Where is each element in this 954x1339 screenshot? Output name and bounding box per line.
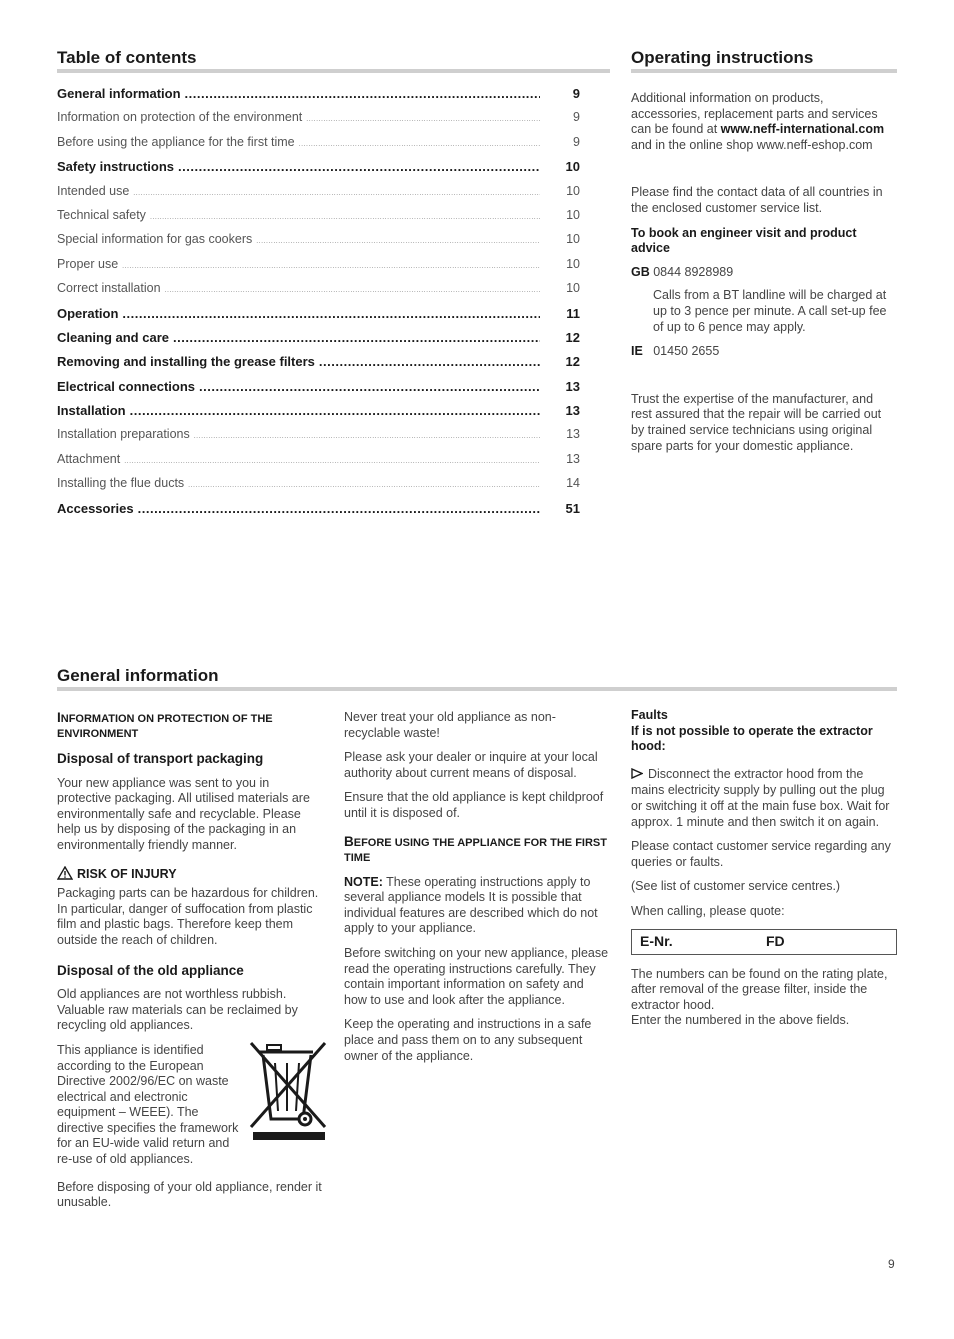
old-appliance-text: Old appliances are not worthless rubbish. Valuable raw materials can be reclaimed by recycling old appliances. [57,987,298,1033]
toc-entry-label: Before using the appliance for the first time [57,134,295,149]
toc-entry-page: 10 [566,183,580,198]
toc-entry-label: Installation [57,403,126,419]
toc-entry-label: Installing the flue ducts [57,476,185,491]
toc-entry[interactable] [57,86,580,110]
gb-note: Calls from a BT landline will be charged at up to 3 pence per minute. A call set-up fee of up to 6 pence may apply. [653,288,887,334]
toc-entry-page: 13 [566,451,580,466]
risk-text: Packaging parts can be hazardous for children. In particular, danger of suffocation from plastic film and plastic bags. Therefore keep them outside the reach of children. [57,886,319,947]
toc-entry[interactable] [57,257,580,281]
toc-entry[interactable] [57,330,580,354]
ie-number: 01450 2655 [653,344,720,359]
toc-entry-page: 13 [566,427,580,442]
triangle-right-icon [631,768,643,784]
toc-leader-dots [306,116,540,123]
toc-entry-page: 10 [566,256,580,271]
toc-entry-label: Intended use [57,183,130,198]
toc-leader-dots [188,482,540,489]
transport-heading: Disposal of transport packaging [57,751,264,766]
enr-fd-box [631,929,897,955]
toc-title: Table of contents [57,48,197,67]
contact-data-text: Please find the contact data of all countries in the enclosed customer service list. [631,185,883,215]
non-recyclable-text: Never treat your old appliance as non-recyclable waste! [344,710,556,740]
toc-entry-page: 51 [565,500,580,516]
quote-text: When calling, please quote: [631,903,785,918]
toc-leader-dots [138,501,540,516]
general-column-1 [57,710,325,1220]
toc-leader-dots [194,433,540,440]
risk-heading-text: RISK OF INJURY [77,866,177,881]
toc-entry-label: Accessories [57,500,134,516]
operating-intro [631,91,893,153]
toc-leader-dots [299,141,540,148]
numbers-text: The numbers can be found on the rating plate, after removal of the grease filter, inside the extractor hood. [631,966,888,1012]
gb-line [631,265,893,281]
toc-leader-dots [165,287,540,294]
toc-entry-label: Special information for gas cookers [57,232,253,247]
toc-entry-label: Technical safety [57,207,146,222]
toc-entry[interactable] [57,110,580,134]
enr-label: E-Nr. [640,932,673,949]
toc-leader-dots [150,214,540,221]
faults-subheading: If is not possible to operate the extractor hood: [631,723,873,754]
before-using-heading: BEFORE USING THE APPLIANCE FOR THE FIRST TIME [344,833,607,864]
toc-list [57,86,580,525]
general-column-2 [344,710,609,1073]
toc-entry-label: Information on protection of the environment [57,110,303,125]
weee-block [57,1043,325,1168]
toc-entry-label: Attachment [57,451,121,466]
toc-entry-label: Electrical connections [57,378,195,394]
old-appliance-heading: Disposal of the old appliance [57,962,244,978]
toc-entry[interactable] [57,476,580,500]
toc-entry-label: General information [57,86,181,101]
toc-entry[interactable] [57,306,580,330]
toc-leader-dots [122,263,540,270]
book-heading: To book an engineer visit and product advice [631,225,857,256]
toc-entry[interactable] [57,354,580,378]
toc-entry-label: Operation [57,305,119,321]
toc-leader-dots [173,330,540,345]
toc-entry-label: Installation preparations [57,427,190,442]
operating-title-rule [631,69,897,73]
toc-entry-page: 9 [572,86,580,101]
childproof-text: Ensure that the old appliance is kept childproof until it is disposed of. [344,790,604,820]
toc-entry-page: 12 [565,354,580,370]
operating-title: Operating instructions [631,48,814,67]
fd-label: FD [766,932,785,949]
toc-entry-label: Removing and installing the grease filters [57,354,315,370]
toc-entry[interactable] [57,403,580,427]
toc-entry-page: 14 [566,476,580,491]
toc-leader-dots [122,306,540,321]
general-title-rule [57,687,897,691]
toc-leader-dots [124,458,540,465]
dispose-text: Before disposing of your old appliance, render it unusable. [57,1179,322,1210]
toc-leader-dots [133,190,540,197]
weee-bin-icon [245,1039,331,1143]
toc-entry[interactable] [57,501,580,525]
read-instructions-text: Before switching on your new appliance, please read the operating instructions carefully. They contain important information on safety and how to use and look after the appliance. [344,945,609,1007]
toc-leader-dots [185,86,540,101]
trust-text: Trust the expertise of the manufacturer, and rest assured that the repair will be carried out by trained service technicians using original spare parts for your domestic appliance. [631,391,882,453]
faults-step [631,767,897,830]
enter-text: Enter the numbered in the above fields. [631,1013,850,1028]
note-text: These operating instructions apply to several appliance models It is possible that individual features are described which do not apply to your appliance. [344,874,598,936]
see-list-text: (See list of customer service centres.) [631,879,841,894]
general-title: General information [57,666,219,685]
note-paragraph [344,875,609,937]
toc-entry-label: Proper use [57,256,119,271]
ie-line [631,344,893,360]
toc-entry-page: 10 [565,159,580,175]
toc-entry[interactable] [57,452,580,476]
toc-entry-page: 11 [566,305,580,321]
toc-entry-page: 13 [565,378,580,394]
env-heading: INFORMATION ON PROTECTION OF THE ENVIRONMENT [57,710,273,740]
page-number: 9 [888,1257,895,1271]
toc-entry[interactable] [57,159,580,183]
toc-entry-page: 10 [566,232,580,247]
toc-entry-label: Safety instructions [57,159,175,175]
toc-title-rule [57,69,610,73]
weee-text: This appliance is identified according to the European Directive 2002/96/EC on waste electrical and electronic equipment – WEEE). The directive specifies the framework for an EU-wide valid return and re-use of old appliances. [57,1042,239,1167]
toc-entry-page: 9 [573,110,580,125]
toc-entry[interactable] [57,184,580,208]
faults-step-text: Disconnect the extractor hood from the mains electricity supply by pulling out the plug or switching it off at the main fuse box. Wait for approx. 1 minute and then switch it on again. [631,766,890,829]
toc-entry[interactable] [57,135,580,159]
faults-heading: Faults [631,708,668,722]
contact-service-text: Please contact customer service regarding any queries or faults. [631,839,891,869]
note-label: NOTE: [344,874,383,889]
toc-entry-label: Correct installation [57,281,161,296]
toc-entry[interactable] [57,232,580,256]
toc-entry[interactable] [57,208,580,232]
toc-leader-dots [130,403,540,418]
website-link[interactable]: www.neff-international.com [720,122,885,137]
toc-leader-dots [256,238,540,245]
toc-entry-page: 10 [566,281,580,296]
risk-heading [57,866,325,885]
toc-entry[interactable] [57,379,580,403]
gb-code: GB [631,264,650,279]
toc-leader-dots [319,354,540,369]
toc-entry-page: 10 [566,207,580,222]
keep-instructions-text: Keep the operating and instructions in a safe place and pass them on to any subsequent owner of the appliance. [344,1017,592,1063]
toc-entry[interactable] [57,281,580,305]
ie-code: IE [631,344,643,359]
toc-leader-dots [178,159,540,174]
gb-number: 0844 8928989 [653,264,734,279]
toc-leader-dots [199,379,540,394]
general-column-3 [631,708,897,1038]
operating-column [631,91,893,463]
dealer-text: Please ask your dealer or inquire at your local authority about current means of disposal. [344,750,598,780]
intro-text-a: Additional information on products, accessories, replacement parts and services can be found at [631,91,878,137]
toc-entry-page: 12 [565,329,580,345]
toc-entry-page: 9 [573,134,580,149]
toc-entry-page: 13 [565,403,580,419]
warning-icon [57,866,73,885]
intro-text-b: and in the online shop www.neff-eshop.com [631,137,873,152]
transport-text: Your new appliance was sent to you in protective packaging. All utilised materials are environmentally safe and recyclable. Please help us by disposing of the packaging in an environmentally friendly manner. [57,775,310,852]
toc-entry-label: Cleaning and care [57,329,169,345]
toc-entry[interactable] [57,427,580,451]
